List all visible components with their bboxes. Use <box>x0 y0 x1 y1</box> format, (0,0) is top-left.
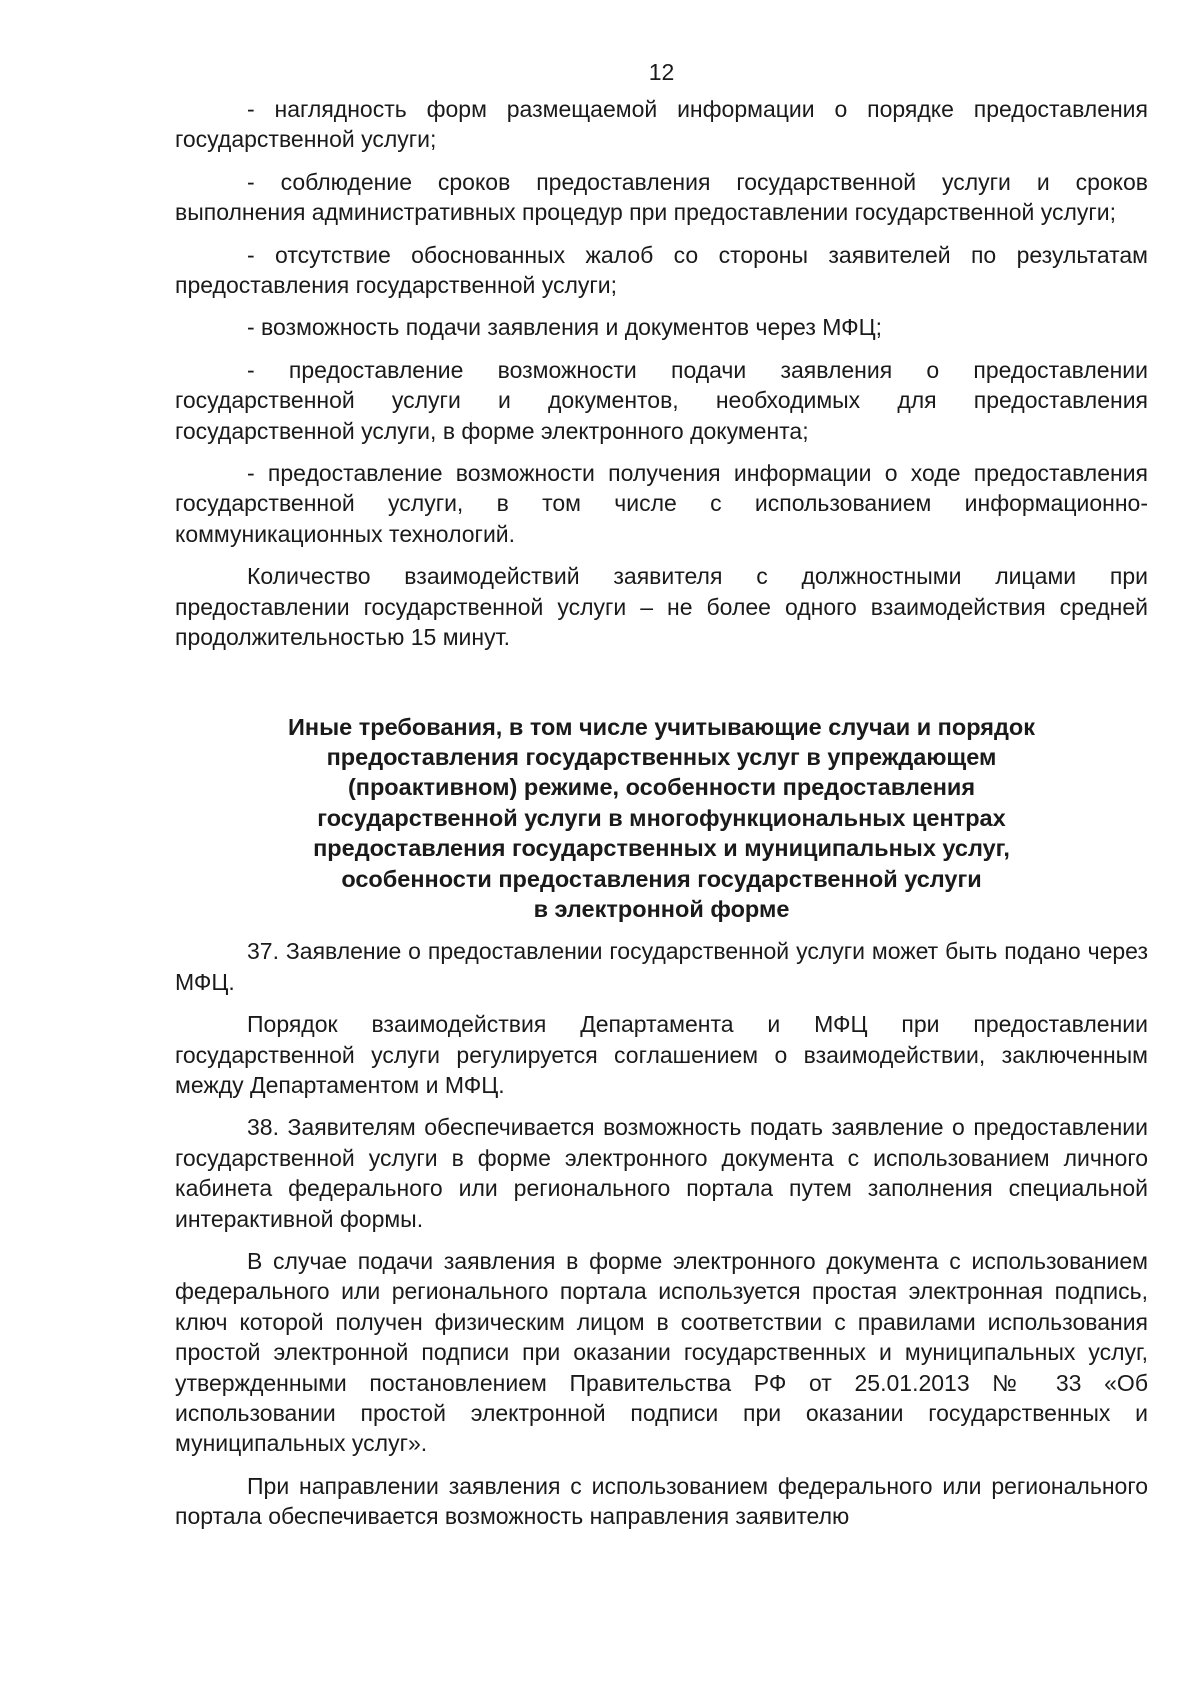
heading-line: особенности предоставления государственной услуги <box>341 865 982 892</box>
heading-line: (проактивном) режиме, особенности предоставления <box>347 774 976 801</box>
paragraph-progress-information: - предоставление возможности получения информации о ходе предоставления государственной услуги, в том числе с использованием информационно-коммуникационных технологий. <box>175 460 1148 547</box>
paragraph-deadlines-compliance: - соблюдение сроков предоставления государственной услуги и сроков выполнения административных процедур при предоставлении государственной услуги; <box>175 168 1148 226</box>
paragraph-portal-submission: При направлении заявления с использованием федерального или регионального портала обеспечивается возможность направления заявителю <box>175 1472 1148 1530</box>
heading-line: предоставления государственных услуг в упреждающем <box>326 743 997 770</box>
paragraph-visibility-of-forms: - наглядность форм размещаемой информации о порядке предоставления государственной услуги; <box>175 96 1148 153</box>
section-heading <box>175 712 1148 925</box>
heading-line: в электронной форме <box>533 895 790 922</box>
paragraph-electronic-submission: - предоставление возможности подачи заявления о предоставлении государственной услуги и документов, необходимых для предоставления государственной услуги, в форме электронного документа; <box>175 356 1148 444</box>
paragraph-electronic-signature: В случае подачи заявления в форме электронного документа с использованием федерального или регионального портала используется простая электронная подпись, ключ которой получен физическим лицом в соответствии с правилами использования простой электронной подписи при оказании государственных и муниципальных услуг, утвержденными постановлением Правительства РФ от 25.01.2013 № 33 «Об использовании простой электронной подписи при оказании государственных и муниципальных услуг». <box>175 1248 1148 1457</box>
heading-line: государственной услуги в многофункциональных центрах <box>317 804 1006 831</box>
paragraph-item-38: 38. Заявителям обеспечивается возможность подать заявление о предоставлении государственной услуги в форме электронного документа с использованием личного кабинета федерального или регионального портала путем заполнения специальной интерактивной формы. <box>175 1114 1148 1232</box>
paragraph-no-complaints: - отсутствие обоснованных жалоб со стороны заявителей по результатам предоставления государственной услуги; <box>175 241 1148 299</box>
document-page <box>175 58 1148 1544</box>
paragraph-item-37: 37. Заявление о предоставлении государственной услуги может быть подано через МФЦ. <box>175 938 1148 995</box>
heading-line: Иные требования, в том числе учитывающие случаи и порядок <box>287 713 1036 740</box>
heading-line: предоставления государственных и муниципальных услуг, <box>313 835 1010 862</box>
paragraph-interaction-count: Количество взаимодействий заявителя с должностными лицами при предоставлении государственной услуги – не более одного взаимодействия средней продолжительностью 15 минут. <box>175 563 1148 651</box>
page-number: 12 <box>648 59 675 85</box>
paragraph-mfc-submission: - возможность подачи заявления и документов через МФЦ; <box>247 314 883 341</box>
paragraph-department-mfc-agreement: Порядок взаимодействия Департамента и МФЦ при предоставлении государственной услуги регулируется соглашением о взаимодействии, заключенным между Департаментом и МФЦ. <box>175 1011 1148 1098</box>
